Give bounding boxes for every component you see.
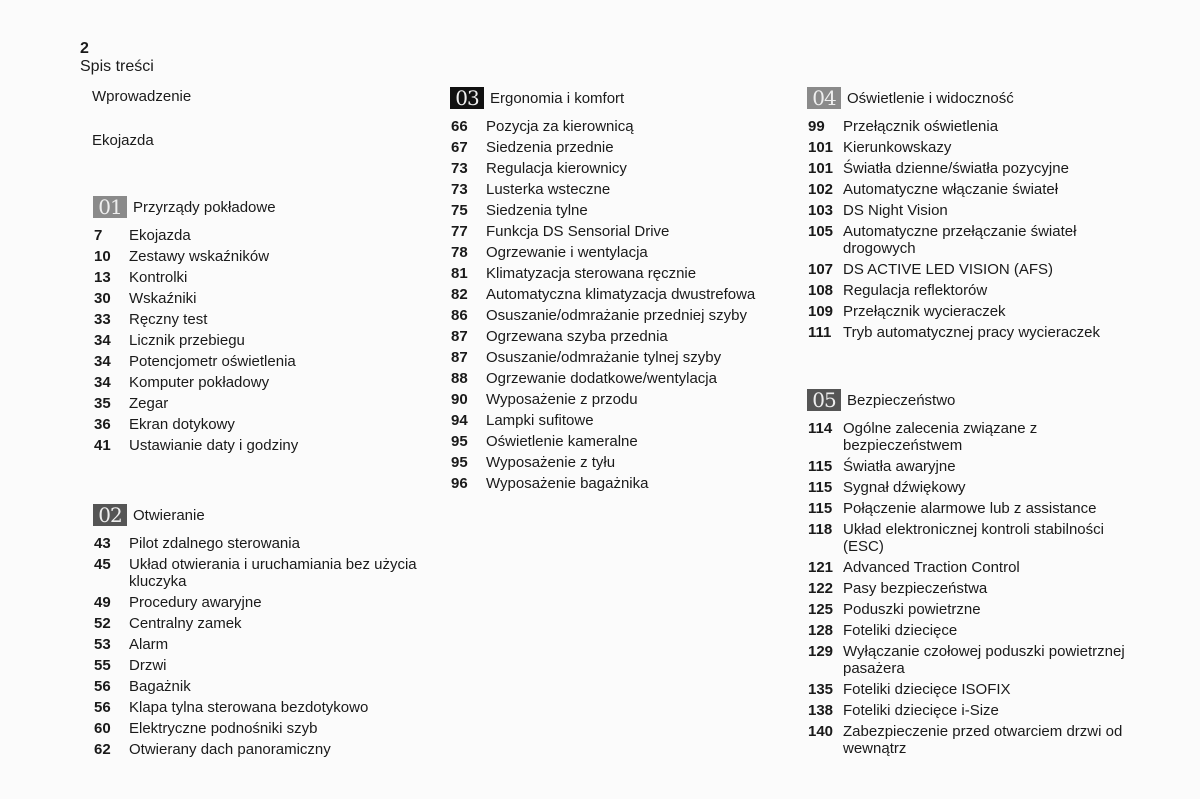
toc-section-01 <box>93 196 424 458</box>
toc-entry-label: Lampki sufitowe <box>486 412 594 429</box>
toc-entry-label: Regulacja reflektorów <box>843 282 988 299</box>
toc-entry-label: Drzwi <box>129 657 167 674</box>
toc-entry[interactable] <box>94 535 424 552</box>
intro-item-eco-driving[interactable]: Ekojazda <box>92 132 154 149</box>
toc-entry-label: Siedzenia tylne <box>486 202 588 219</box>
toc-page-number: 10 <box>94 248 111 265</box>
toc-entry-label: Osuszanie/odmrażanie przedniej szyby <box>486 307 747 324</box>
toc-page-number: 30 <box>94 290 111 307</box>
toc-page-number: 62 <box>94 741 111 758</box>
toc-entry[interactable] <box>451 181 781 198</box>
toc-entry-label: Kontrolki <box>129 269 188 286</box>
toc-page-number: 111 <box>808 324 832 341</box>
toc-entry-label: Kierunkowskazy <box>843 139 952 156</box>
toc-entry[interactable] <box>451 286 781 303</box>
toc-entry-label: Pasy bezpieczeństwa <box>843 580 988 597</box>
toc-entry-label: Funkcja DS Sensorial Drive <box>486 223 670 240</box>
toc-page-number: 118 <box>808 521 833 538</box>
toc-page-number: 103 <box>808 202 834 219</box>
toc-page-number: 45 <box>94 556 111 573</box>
toc-entry[interactable] <box>94 636 424 653</box>
toc-entry[interactable] <box>451 202 781 219</box>
toc-entry-label: Klapa tylna sterowana bezdotykowo <box>129 699 369 716</box>
toc-page-number: 108 <box>808 282 834 299</box>
toc-page-number: 60 <box>94 720 111 737</box>
toc-entry-label: Tryb automatycznej pracy wycieraczek <box>843 324 1101 341</box>
section-title: Oświetlenie i widoczność <box>847 89 1014 107</box>
toc-page-number: 56 <box>94 699 111 716</box>
toc-entry[interactable] <box>808 702 1138 719</box>
toc-entry-label: Alarm <box>129 636 169 653</box>
toc-page-number: 90 <box>451 391 468 408</box>
toc-page-number: 86 <box>451 307 468 324</box>
toc-page-number: 55 <box>94 657 111 674</box>
toc-page-number: 75 <box>451 202 468 219</box>
toc-page-number: 87 <box>451 349 468 366</box>
toc-page-number: 56 <box>94 678 111 695</box>
toc-entry-label: Wyłączanie czołowej poduszki powietrznej pasażera <box>843 643 1125 677</box>
toc-entry[interactable] <box>451 265 781 282</box>
toc-list <box>451 118 781 492</box>
toc-entry-label: Ustawianie daty i godziny <box>129 437 299 454</box>
toc-section-02 <box>93 504 424 762</box>
toc-page-number: 66 <box>451 118 468 135</box>
toc-page-number: 35 <box>94 395 111 412</box>
toc-entry[interactable] <box>94 720 424 737</box>
toc-page-number: 81 <box>451 265 468 282</box>
toc-entry-label: Zestawy wskaźników <box>129 248 270 265</box>
toc-entry-label: Bagażnik <box>129 678 191 695</box>
toc-list <box>808 118 1138 341</box>
toc-page-number: 122 <box>808 580 834 597</box>
toc-entry[interactable] <box>808 622 1138 639</box>
toc-entry[interactable] <box>451 475 781 492</box>
toc-page-number: 94 <box>451 412 468 429</box>
toc-section-04 <box>807 87 1138 345</box>
toc-entry[interactable] <box>451 391 781 408</box>
toc-page-number: 34 <box>94 374 111 391</box>
toc-entry-label: Przełącznik wycieraczek <box>843 303 1006 320</box>
toc-entry[interactable] <box>451 412 781 429</box>
toc-entry-label: Układ elektronicznej kontroli stabilności (ESC) <box>843 521 1104 555</box>
toc-entry-label: Automatyczna klimatyzacja dwustrefowa <box>486 286 756 303</box>
toc-section-05 <box>807 389 1138 761</box>
section-number-badge: 03 <box>450 87 484 109</box>
toc-entry[interactable] <box>808 500 1138 517</box>
toc-entry-label: Ogólne zalecenia związane z bezpieczeństwem <box>843 420 1038 454</box>
toc-entry[interactable] <box>451 139 781 156</box>
toc-entry[interactable] <box>808 282 1138 299</box>
toc-entry-label: Poduszki powietrzne <box>843 601 981 618</box>
toc-page-number: 49 <box>94 594 111 611</box>
toc-entry[interactable] <box>94 311 424 328</box>
toc-page-number: 7 <box>94 227 103 244</box>
toc-entry-label: Lusterka wsteczne <box>486 181 611 198</box>
toc-entry[interactable] <box>94 248 424 265</box>
toc-entry[interactable] <box>451 118 781 135</box>
toc-entry-label: Regulacja kierownicy <box>486 160 627 177</box>
toc-entry[interactable] <box>808 139 1138 156</box>
toc-entry-label: Automatyczne włączanie świateł <box>843 181 1059 198</box>
toc-entry[interactable] <box>94 290 424 307</box>
toc-entry-label: Foteliki dziecięce i-Size <box>843 702 999 719</box>
toc-entry-label: DS ACTIVE LED VISION (AFS) <box>843 261 1054 278</box>
toc-entry[interactable] <box>808 601 1138 618</box>
toc-entry[interactable] <box>808 261 1138 278</box>
toc-entry-label: Potencjometr oświetlenia <box>129 353 296 370</box>
toc-entry-label: Światła dzienne/światła pozycyjne <box>843 160 1069 177</box>
toc-page-number: 95 <box>451 433 468 450</box>
toc-page-number: 53 <box>94 636 111 653</box>
toc-entry[interactable] <box>94 594 424 611</box>
toc-entry[interactable] <box>94 332 424 349</box>
toc-entry[interactable] <box>808 458 1138 475</box>
section-title: Przyrządy pokładowe <box>133 198 276 216</box>
toc-entry[interactable] <box>808 118 1138 135</box>
toc-page-number: 96 <box>451 475 468 492</box>
toc-entry[interactable] <box>808 580 1138 597</box>
toc-entry-label: Wyposażenie z przodu <box>486 391 638 408</box>
toc-entry-label: Otwierany dach panoramiczny <box>129 741 331 758</box>
toc-entry[interactable] <box>808 420 1138 454</box>
section-header[interactable] <box>807 389 1138 411</box>
toc-page-number: 36 <box>94 416 111 433</box>
toc-entry[interactable] <box>808 521 1138 555</box>
toc-entry-label: Zegar <box>129 395 169 412</box>
toc-page-number: 95 <box>451 454 468 471</box>
toc-entry-label: Sygnał dźwiękowy <box>843 479 966 496</box>
page-number: 2 <box>80 40 89 57</box>
toc-page-number: 121 <box>808 559 834 576</box>
toc-entry[interactable] <box>451 244 781 261</box>
toc-entry-label: Ogrzewanie dodatkowe/wentylacja <box>486 370 717 387</box>
toc-entry[interactable] <box>451 370 781 387</box>
toc-page-number: 43 <box>94 535 111 552</box>
toc-page-number: 33 <box>94 311 111 328</box>
toc-page-number: 102 <box>808 181 834 198</box>
section-title: Bezpieczeństwo <box>847 391 956 409</box>
section-title: Otwieranie <box>133 506 205 524</box>
section-header[interactable] <box>93 196 424 218</box>
toc-entry-label: Oświetlenie kameralne <box>486 433 638 450</box>
toc-entry-label: Foteliki dziecięce <box>843 622 958 639</box>
toc-entry[interactable] <box>94 374 424 391</box>
toc-entry[interactable] <box>808 303 1138 320</box>
toc-entry-label: Elektryczne podnośniki szyb <box>129 720 318 737</box>
toc-entry-label: Ekojazda <box>129 227 191 244</box>
toc-entry-label: Wyposażenie z tyłu <box>486 454 616 471</box>
toc-entry[interactable] <box>451 433 781 450</box>
toc-entry-label: Pozycja za kierownicą <box>486 118 634 135</box>
toc-entry[interactable] <box>94 353 424 370</box>
toc-entry[interactable] <box>94 227 424 244</box>
toc-entry-label: Komputer pokładowy <box>129 374 270 391</box>
toc-entry-label: Foteliki dziecięce ISOFIX <box>843 681 1011 698</box>
toc-entry[interactable] <box>94 678 424 695</box>
toc-entry[interactable] <box>808 223 1138 257</box>
toc-page-number: 67 <box>451 139 468 156</box>
toc-page-number: 101 <box>808 160 834 177</box>
toc-list <box>94 227 424 454</box>
toc-entry[interactable] <box>808 160 1138 177</box>
toc-entry[interactable] <box>808 324 1138 341</box>
toc-list <box>808 420 1138 757</box>
toc-entry-label: Wskaźniki <box>129 290 197 307</box>
toc-entry-label: Ogrzewanie i wentylacja <box>486 244 648 261</box>
toc-page-number: 128 <box>808 622 834 639</box>
page-title: Spis treści <box>80 58 154 75</box>
toc-page-number: 140 <box>808 723 834 740</box>
toc-entry-label: Pilot zdalnego sterowania <box>129 535 300 552</box>
toc-entry-label: Licznik przebiegu <box>129 332 245 349</box>
toc-entry[interactable] <box>451 160 781 177</box>
toc-entry[interactable] <box>94 269 424 286</box>
section-number-badge: 02 <box>93 504 127 526</box>
toc-section-03 <box>450 87 781 496</box>
section-number-badge: 05 <box>807 389 841 411</box>
toc-page-number: 105 <box>808 223 834 240</box>
toc-entry-label: Ekran dotykowy <box>129 416 235 433</box>
toc-page-number: 109 <box>808 303 834 320</box>
section-header[interactable] <box>93 504 424 526</box>
toc-page-number: 115 <box>808 458 833 475</box>
toc-entry-label: Klimatyzacja sterowana ręcznie <box>486 265 697 282</box>
toc-entry-label: Centralny zamek <box>129 615 242 632</box>
toc-page-number: 125 <box>808 601 834 618</box>
toc-page-number: 107 <box>808 261 834 278</box>
toc-entry[interactable] <box>94 699 424 716</box>
toc-entry-label: DS Night Vision <box>843 202 948 219</box>
toc-entry[interactable] <box>451 454 781 471</box>
toc-entry-label: Procedury awaryjne <box>129 594 262 611</box>
toc-page-number: 34 <box>94 353 111 370</box>
toc-entry[interactable] <box>451 349 781 366</box>
toc-entry-label: Przełącznik oświetlenia <box>843 118 999 135</box>
toc-page-number: 73 <box>451 160 468 177</box>
section-header[interactable] <box>450 87 781 109</box>
toc-entry-label: Zabezpieczenie przed otwarciem drzwi od wewnątrz <box>843 723 1123 757</box>
toc-entry[interactable] <box>94 556 424 590</box>
section-title: Ergonomia i komfort <box>490 89 625 107</box>
toc-entry[interactable] <box>94 615 424 632</box>
toc-entry[interactable] <box>808 559 1138 576</box>
toc-entry[interactable] <box>94 741 424 758</box>
toc-entry-label: Wyposażenie bagażnika <box>486 475 649 492</box>
toc-page-number: 129 <box>808 643 834 660</box>
toc-entry-label: Ręczny test <box>129 311 208 328</box>
toc-entry-label: Układ otwierania i uruchamiania bez użycia kluczyka <box>129 556 417 590</box>
toc-entry-label: Ogrzewana szyba przednia <box>486 328 668 345</box>
toc-entry-label: Automatyczne przełączanie świateł drogowych <box>843 223 1077 257</box>
toc-list <box>94 535 424 758</box>
toc-entry-label: Advanced Traction Control <box>843 559 1020 576</box>
section-number-badge: 04 <box>807 87 841 109</box>
toc-entry[interactable] <box>94 657 424 674</box>
toc-page-number: 78 <box>451 244 468 261</box>
toc-page-number: 115 <box>808 500 833 517</box>
toc-entry[interactable] <box>451 328 781 345</box>
toc-entry[interactable] <box>94 416 424 433</box>
toc-entry[interactable] <box>808 723 1138 757</box>
toc-page-number: 88 <box>451 370 468 387</box>
toc-page-number: 101 <box>808 139 834 156</box>
toc-page-number: 82 <box>451 286 468 303</box>
toc-entry-label: Światła awaryjne <box>843 458 956 475</box>
toc-entry[interactable] <box>808 681 1138 698</box>
toc-entry[interactable] <box>808 479 1138 496</box>
toc-entry[interactable] <box>808 202 1138 219</box>
toc-entry-label: Osuszanie/odmrażanie tylnej szyby <box>486 349 722 366</box>
toc-page-number: 135 <box>808 681 834 698</box>
toc-page-number: 115 <box>808 479 833 496</box>
toc-page-number: 13 <box>94 269 111 286</box>
toc-page-number: 77 <box>451 223 468 240</box>
section-number-badge: 01 <box>93 196 127 218</box>
toc-page-number: 114 <box>808 420 833 437</box>
section-header[interactable] <box>807 87 1138 109</box>
toc-entry[interactable] <box>94 395 424 412</box>
toc-entry[interactable] <box>94 437 424 454</box>
intro-item-introduction[interactable]: Wprowadzenie <box>92 88 192 105</box>
toc-page-number: 87 <box>451 328 468 345</box>
toc-entry[interactable] <box>451 307 781 324</box>
toc-page-number: 99 <box>808 118 825 135</box>
toc-page-number: 138 <box>808 702 834 719</box>
toc-page-number: 73 <box>451 181 468 198</box>
toc-entry[interactable] <box>808 643 1138 677</box>
toc-page-number: 52 <box>94 615 111 632</box>
toc-entry-label: Połączenie alarmowe lub z assistance <box>843 500 1097 517</box>
toc-page-number: 34 <box>94 332 111 349</box>
toc-page-number: 41 <box>94 437 111 454</box>
toc-entry-label: Siedzenia przednie <box>486 139 614 156</box>
toc-entry[interactable] <box>451 223 781 240</box>
toc-entry[interactable] <box>808 181 1138 198</box>
